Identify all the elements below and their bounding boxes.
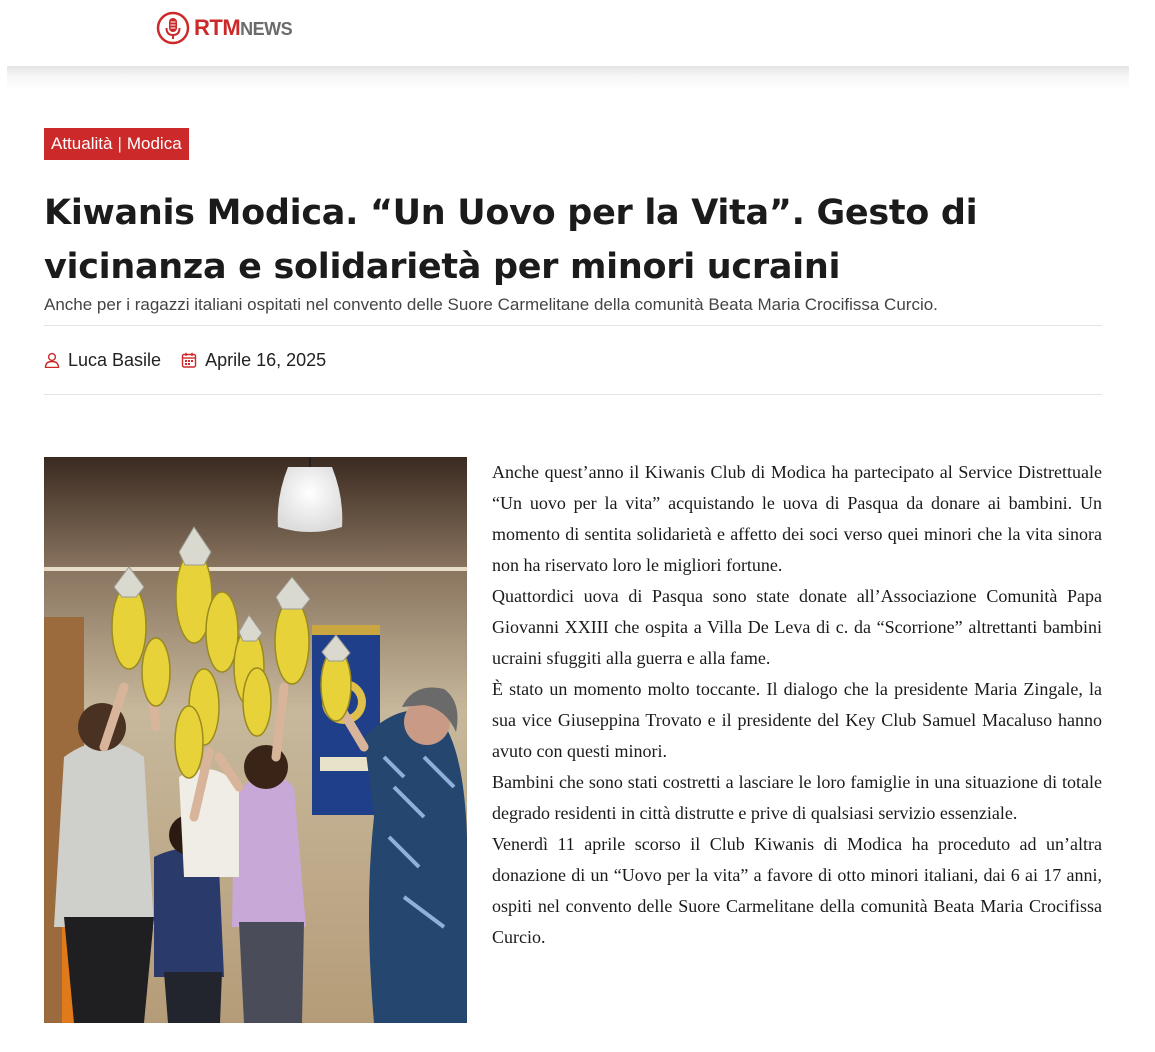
article-paragraph: Quattordici uova di Pasqua sono state donate all’Associazione Comunità Papa Giovanni XXIII che ospita a Villa De Leva di c. da “Scorrione” altrettanti bambini ucraini sfuggiti alla guerra e alla fame.: [492, 586, 1102, 668]
article-subtitle: Anche per i ragazzi italiani ospitati nel convento delle Suore Carmelitane della comunità Beata Maria Crocifissa Curcio.: [44, 295, 938, 314]
author-link[interactable]: [44, 350, 161, 371]
meta-top-divider: [44, 325, 1102, 326]
category-link-attualita[interactable]: Attualità: [51, 134, 113, 153]
logo-text-rtm: RTM: [194, 15, 241, 40]
site-header: [0, 0, 1155, 66]
microphone-logo-icon: [156, 11, 190, 45]
article-paragraph: Venerdì 11 aprile scorso il Club Kiwanis di Modica ha proceduto ad un’altra donazione di un “Uovo per la vita” a favore di otto minori italiani, dai 6 ai 17 anni, ospiti nel convento delle Suore Carmelitane della comunità Beata Maria Crocifissa Curcio.: [492, 834, 1102, 947]
article-photo[interactable]: [44, 457, 467, 1023]
article-paragraph: È stato un momento molto toccante. Il dialogo che la presidente Maria Zingale, la sua vice Giuseppina Trovato e il presidente del Key Club Samuel Macaluso hanno avuto con questi minori.: [492, 679, 1102, 761]
publish-date: Aprile 16, 2025: [205, 349, 327, 370]
calendar-icon: [181, 352, 197, 368]
article-title: Kiwanis Modica. “Un Uovo per la Vita”. Gesto di vicinanza e solidarietà per minori ucraini: [44, 193, 978, 287]
article-paragraph: Bambini che sono stati costretti a lasciare le loro famiglie in una situazione di totale degrado residenti in città distrutte e prive di qualsiasi servizio essenziale.: [492, 772, 1102, 823]
user-icon: [44, 352, 60, 368]
article-body: [492, 457, 1102, 953]
site-logo[interactable]: [156, 10, 292, 46]
header-shadow-divider: [7, 66, 1129, 90]
author-name: Luca Basile: [68, 349, 162, 370]
category-badge: [44, 128, 189, 160]
meta-bottom-divider: [44, 394, 1102, 395]
article-paragraph: Anche quest’anno il Kiwanis Club di Modica ha partecipato al Service Distrettuale “Un uovo per la vita” acquistando le uova di Pasqua da donare ai bambini. Un momento di sentita solidarietà e affetto dei soci verso quei minori che la vita sinora non ha riservato loro le migliori fortune.: [492, 462, 1102, 575]
photo-illustration: [44, 457, 467, 1023]
category-link-modica[interactable]: Modica: [126, 134, 182, 153]
date-link[interactable]: [181, 350, 326, 371]
category-separator: |: [117, 134, 122, 153]
article-meta: [44, 346, 326, 374]
logo-text-news: NEWS: [240, 19, 293, 39]
